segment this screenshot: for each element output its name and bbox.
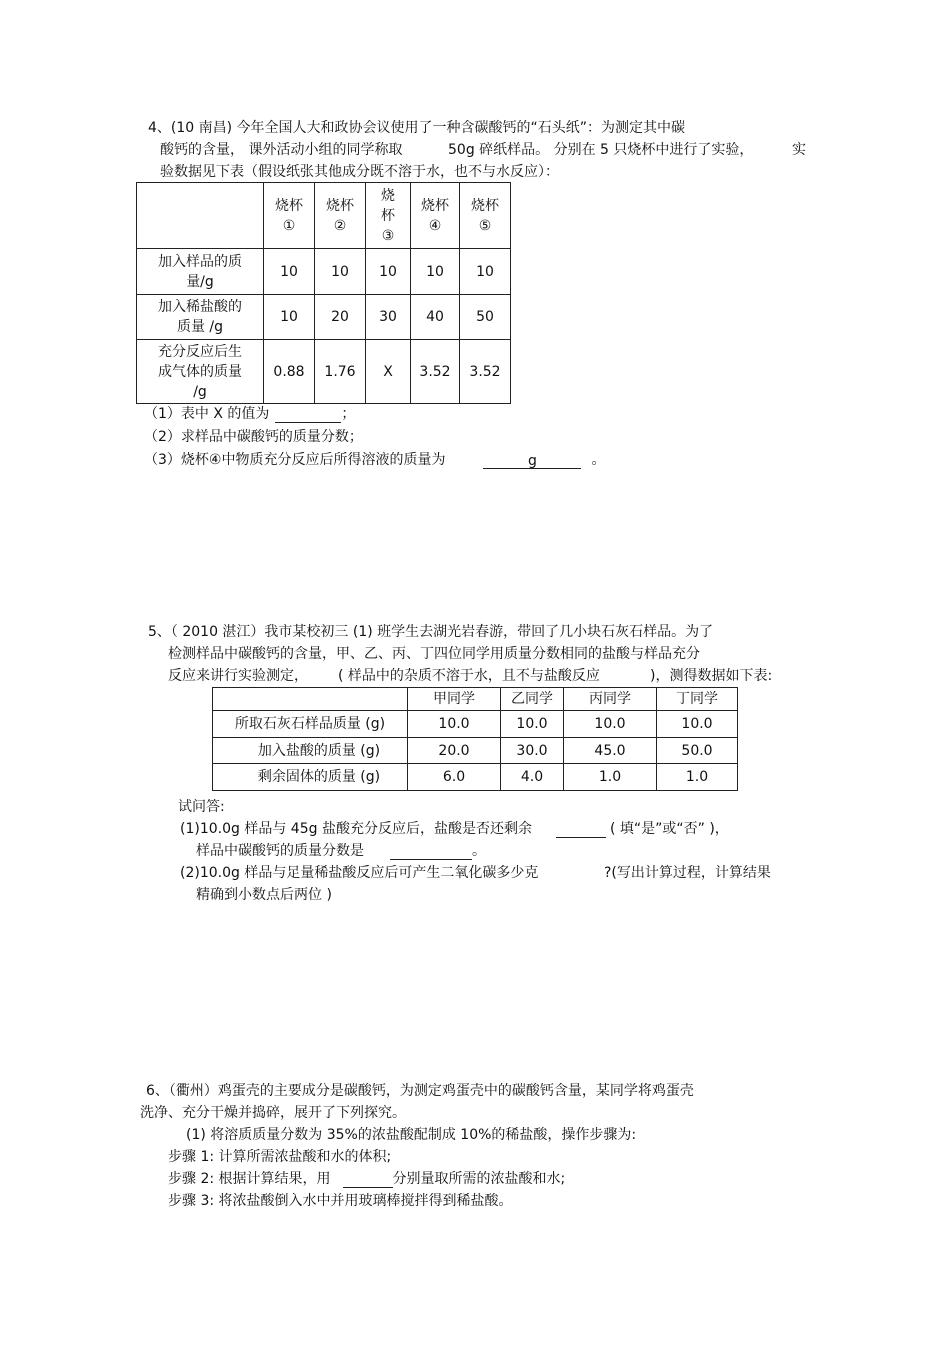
q4-row-label-line: 量/g xyxy=(186,273,214,290)
q5-cell: 1.0 xyxy=(657,764,738,791)
q4-solution-mass-blank[interactable]: g xyxy=(483,452,581,469)
q5-line-1: 5、（ 2010 湛江）我市某校初三 (1) 班学生去湖光岩春游，带回了几小块石灰石样品。为了 xyxy=(148,624,714,640)
q4-line-2c: 实 xyxy=(792,142,806,158)
q4-sub3-end: 。 xyxy=(591,452,606,468)
q6-instrument-blank[interactable] xyxy=(343,1171,393,1188)
q4-header-line: ③ xyxy=(381,227,395,244)
q5-table-header-cell: 甲同学 xyxy=(408,688,501,711)
q4-sub-question-1 xyxy=(144,405,355,423)
q5-p1c-text: 样品中碳酸钙的质量分数是 xyxy=(196,843,364,859)
q6-step2b-text: 分别量取所需的浓盐酸和水; xyxy=(392,1171,566,1187)
q4-cell: X xyxy=(366,340,411,404)
q4-header-line: 烧杯 xyxy=(326,197,354,214)
q5-p1c-end: 。 xyxy=(472,843,486,859)
q4-header-line: 烧杯 xyxy=(471,197,499,214)
q4-header-line: ② xyxy=(333,217,347,234)
q5-cell: 4.0 xyxy=(501,764,564,791)
q4-table-corner-cell xyxy=(137,183,264,249)
q4-cell: 10 xyxy=(411,249,460,295)
q5-cell: 10.0 xyxy=(408,711,501,738)
q4-cell: 10 xyxy=(366,249,411,295)
q4-cell: 10 xyxy=(264,249,315,295)
q4-header-line: ④ xyxy=(428,217,442,234)
q4-cell: 40 xyxy=(411,295,460,340)
q5-part-2-line-1a: (2)10.0g 样品与足量稀盐酸反应后可产生二氧化碳多少克 xyxy=(180,865,539,881)
q4-cell: 3.52 xyxy=(411,340,460,404)
q4-line-2b: 50g 碎纸样品。 分别在 5 只烧杯中进行了实验， xyxy=(448,142,754,158)
q5-cell: 10.0 xyxy=(501,711,564,738)
q5-cell: 6.0 xyxy=(408,764,501,791)
q5-line-3b: ( 样品中的杂质不溶于水，且不与盐酸反应 xyxy=(338,668,600,684)
q4-table-header-cell xyxy=(315,183,366,249)
q5-table-row xyxy=(213,764,738,791)
q5-part-2-line-2: 精确到小数点后两位 ) xyxy=(196,887,332,903)
q5-data-table xyxy=(212,687,738,791)
q4-header-line: ① xyxy=(282,217,296,234)
q5-row-label: 加入盐酸的质量 (g) xyxy=(213,738,408,764)
q5-row-label: 剩余固体的质量 (g) xyxy=(213,764,408,791)
q4-sub-question-3 xyxy=(144,451,605,469)
q4-row-label-line: 质量 /g xyxy=(176,319,224,335)
q4-row-label-line: 充分反应后生 xyxy=(158,343,242,360)
q5-remaining-acid-blank[interactable] xyxy=(556,821,606,838)
q4-row-label-line: 加入样品的质 xyxy=(158,253,242,270)
q4-sub1-text: （1）表中 X 的值为 xyxy=(144,406,270,422)
q4-header-line: 杯 xyxy=(381,207,395,224)
q4-row-label-line: 加入稀盐酸的 xyxy=(158,299,242,315)
q5-table-row xyxy=(213,711,738,738)
q5-table-header-cell: 丙同学 xyxy=(564,688,657,711)
q5-line-3c: )，测得数据如下表: xyxy=(650,668,773,684)
q4-line-2a: 酸钙的含量， 课外活动小组的同学称取 xyxy=(160,142,403,158)
q4-cell: 10 xyxy=(460,249,511,295)
q4-table-header-row xyxy=(137,183,511,249)
q6-line-2: 洗净、充分干燥并捣碎，展开了下列探究。 xyxy=(140,1105,406,1121)
q6-step-2 xyxy=(168,1170,565,1188)
q5-line-2: 检测样品中碳酸钙的含量，甲、乙、丙、丁四位同学用质量分数相同的盐酸与样品充分 xyxy=(168,646,700,662)
q6-line-3: (1) 将溶质质量分数为 35%的浓盐酸配制成 10%的稀盐酸，操作步骤为: xyxy=(186,1127,637,1143)
q4-line-3: 验数据见下表（假设纸张其他成分既不溶于水，也不与水反应）： xyxy=(160,164,559,180)
q4-data-table xyxy=(136,182,511,404)
q4-header-line: 烧杯 xyxy=(275,197,303,214)
q4-header-line: 烧杯 xyxy=(421,197,449,214)
q5-cell: 30.0 xyxy=(501,738,564,764)
q5-table-corner-cell xyxy=(213,688,408,711)
q5-mass-fraction-blank[interactable] xyxy=(390,843,472,860)
q4-cell: 30 xyxy=(366,295,411,340)
q4-header-line: ⑤ xyxy=(478,217,492,234)
q4-x-answer-blank[interactable] xyxy=(275,406,341,423)
q5-table-header-row xyxy=(213,688,738,711)
q4-row-label xyxy=(137,340,264,404)
q4-cell: 20 xyxy=(315,295,366,340)
q5-part-1-line-2 xyxy=(196,842,486,860)
q4-cell: 0.88 xyxy=(264,340,315,404)
q4-row-label-line: /g xyxy=(193,383,207,400)
q6-line-1: 6、（衢州）鸡蛋壳的主要成分是碳酸钙，为测定鸡蛋壳中的碳酸钙含量，某同学将鸡蛋壳 xyxy=(146,1083,694,1099)
q4-line-1: 4、(10 南昌) 今年全国人大和政协会议使用了一种含碳酸钙的“石头纸”：为测定其中碳 xyxy=(148,120,686,136)
q6-step2a-text: 步骤 2: 根据计算结果，用 xyxy=(168,1171,331,1187)
q4-table-header-cell xyxy=(460,183,511,249)
q4-row-label xyxy=(137,249,264,295)
q6-step-1: 步骤 1: 计算所需浓盐酸和水的体积; xyxy=(168,1149,392,1165)
q5-table-row xyxy=(213,738,738,764)
q4-sub-question-2: （2）求样品中碳酸钙的质量分数； xyxy=(144,429,363,445)
q4-cell: 1.76 xyxy=(315,340,366,404)
q5-p1a-text: (1)10.0g 样品与 45g 盐酸充分反应后，盐酸是否还剩余 xyxy=(180,821,532,837)
q5-cell: 20.0 xyxy=(408,738,501,764)
q5-row-label: 所取石灰石样品质量 (g) xyxy=(213,711,408,738)
q5-cell: 50.0 xyxy=(657,738,738,764)
q5-table-header-cell: 丁同学 xyxy=(657,688,738,711)
q4-cell: 10 xyxy=(315,249,366,295)
q4-table-header-cell xyxy=(411,183,460,249)
q5-cell: 1.0 xyxy=(564,764,657,791)
q5-part-2-line-1b: ?(写出计算过程，计算结果 xyxy=(604,865,771,881)
q5-p1b-text: ( 填“是”或“否” )， xyxy=(609,821,729,837)
q4-table-header-cell xyxy=(366,183,411,249)
q5-cell: 45.0 xyxy=(564,738,657,764)
q5-cell: 10.0 xyxy=(564,711,657,738)
q4-row-label xyxy=(137,295,264,340)
q4-sub1-end: ； xyxy=(341,406,356,422)
q5-part-1-line-1 xyxy=(180,820,729,838)
q4-table-row xyxy=(137,249,511,295)
q4-row-label-line: 成气体的质量 xyxy=(158,363,242,380)
q4-cell: 3.52 xyxy=(460,340,511,404)
q4-table-row xyxy=(137,340,511,404)
q4-table-header-cell xyxy=(264,183,315,249)
q5-ask-label: 试问答: xyxy=(178,799,225,815)
q4-cell: 50 xyxy=(460,295,511,340)
q6-step-3: 步骤 3: 将浓盐酸倒入水中并用玻璃棒搅拌得到稀盐酸。 xyxy=(168,1193,513,1209)
q4-table-row xyxy=(137,295,511,340)
q5-line-3a: 反应来讲行实验测定， xyxy=(168,668,308,684)
q5-cell: 10.0 xyxy=(657,711,738,738)
q4-sub3-text: （3）烧杯④中物质充分反应后所得溶液的质量为 xyxy=(144,452,446,468)
q4-header-line: 烧 xyxy=(381,187,395,204)
q5-table-header-cell: 乙同学 xyxy=(501,688,564,711)
q4-cell: 10 xyxy=(264,295,315,340)
